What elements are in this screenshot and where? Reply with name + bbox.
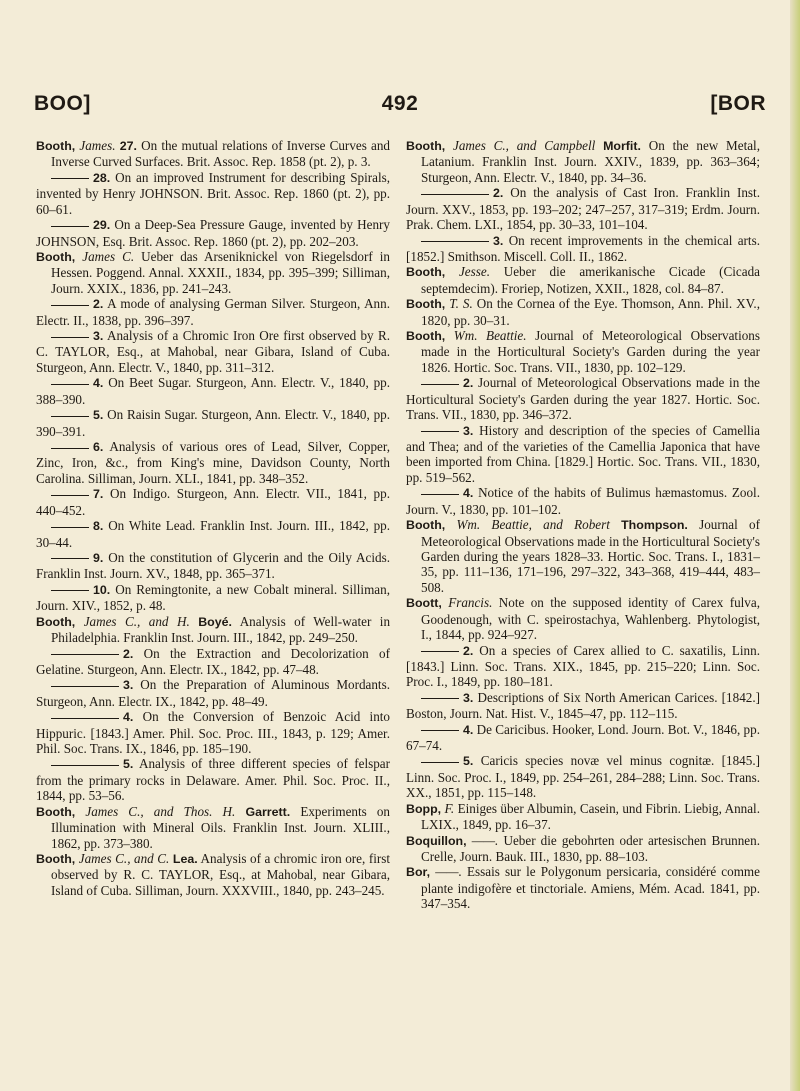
citation-text: Analysis of Well-water in Philadelphia. Franklin Inst. Journ. III., 1842, pp. 249–250. — [51, 613, 391, 646]
entry-number: 6. — [93, 440, 104, 455]
ditto-dash — [421, 241, 489, 242]
citation-text: Descriptions of Six North American Carices. [1842.] Boston, Journ. Nat. Hist. V., 1845–47, pp. 112–115. — [406, 689, 760, 722]
ditto-dash — [51, 448, 89, 449]
sub-entry — [36, 375, 390, 407]
author-surname: Booth, — [36, 249, 76, 264]
author-given-names: ——. — [471, 832, 499, 848]
entry-number: 3. — [93, 329, 104, 344]
ditto-dash — [51, 718, 119, 719]
ditto-dash — [51, 495, 89, 496]
author-given-names: James C., and C. — [78, 850, 170, 866]
author-surname: Booth, — [406, 265, 446, 280]
entry-number: 27. — [119, 139, 137, 153]
sub-entry — [36, 709, 390, 756]
author-given-names: Francis. — [448, 595, 493, 611]
citation-text: On the constitution of Glycerin and the Oily Acids. Franklin Inst. Journ. XV., 1848, pp. 365–371. — [36, 549, 390, 582]
sub-entry — [36, 439, 390, 486]
entry-number: 2. — [463, 376, 474, 391]
citation-text: Journal of Meteorological Observations made in the Horticultural Society's Garden during the year 1826. Hortic. Soc. Trans. VII., 1830, pp. 102–129. — [421, 328, 760, 375]
header-left: BOO] — [34, 92, 91, 115]
page-number: 492 — [381, 92, 419, 115]
ditto-dash — [51, 654, 119, 655]
entry-number: 4. — [463, 722, 474, 737]
entry-number: 29. — [93, 218, 111, 233]
page-edge — [790, 0, 800, 1091]
author-entry — [36, 249, 390, 296]
citation-text: On the Cornea of the Eye. Thomson, Ann. Phil. XV., 1820, pp. 30–31. — [421, 296, 760, 328]
author-entry — [36, 614, 390, 646]
citation-text: On the Extraction and Decolorization of Gelatine. Sturgeon, Ann. Electr. IX., 1842, pp. 47–48. — [36, 645, 390, 677]
entry-number: 3. — [463, 690, 474, 705]
sub-entry — [406, 690, 760, 722]
author-given-names: James C., and Campbell — [453, 138, 596, 153]
entry-number: 4. — [93, 376, 104, 391]
author-surname: Boquillon, — [406, 833, 467, 848]
author-surname: Booth, — [406, 329, 446, 344]
ditto-dash — [51, 686, 119, 687]
author-surname: Bopp, — [406, 801, 442, 816]
citation-text: On the new Metal, Latanium. Franklin Inst. Journ. XXIV., 1839, pp. 363–364; Sturgeon, Ann. Electr. V., 1840, pp. 34–36. — [421, 138, 760, 185]
sub-entry — [36, 296, 390, 328]
left-column — [36, 138, 390, 898]
entry-number: 3. — [493, 233, 504, 248]
author-surname: Booth, — [406, 139, 446, 153]
citation-text: Ueber das Arseniknickel von Riegelsdorf in Hessen. Poggend. Annal. XXXII., 1834, pp. 395–399; Silliman, Journ. XXIX., 1836, pp. 241–243. — [51, 248, 390, 296]
entry-number: 7. — [93, 487, 104, 502]
author-surname: Booth, — [36, 804, 76, 819]
citation-text: On an improved Instrument for describing Spirals, invented by Henry JOHNSON. Brit. Assoc. Rep. 1860 (pt. 2), pp. 60–61. — [36, 169, 390, 217]
author-entry — [406, 296, 760, 328]
entry-number: 9. — [93, 550, 104, 565]
sub-entry — [406, 485, 760, 517]
entry-number: 5. — [93, 408, 104, 423]
ditto-dash — [421, 698, 459, 699]
sub-entry — [36, 646, 390, 678]
header-right: [BOR — [710, 92, 766, 115]
citation-text: On recent improvements in the chemical arts. [1852.] Smithson. Miscell. Coll. II., 1862. — [406, 232, 760, 264]
entry-number: 2. — [93, 297, 104, 312]
author-entry — [406, 517, 760, 595]
sub-entry — [36, 550, 390, 582]
ditto-dash — [421, 194, 489, 195]
sub-entry — [36, 582, 390, 614]
coauthor-surname: Garrett. — [245, 804, 291, 819]
entry-number: 10. — [93, 582, 111, 597]
author-given-names: James C. — [82, 248, 135, 264]
citation-text: Journal of Meteorological Observations made in the Horticultural Society's Garden during the year 1827. Hortic. Soc. Trans. VII., 1830, pp. 346–372. — [406, 375, 760, 423]
entry-number: 5. — [123, 757, 134, 772]
citation-text: On White Lead. Franklin Inst. Journ. III., 1842, pp. 30–44. — [36, 518, 390, 550]
citation-text: Analysis of a chromic iron ore, first observed by R. C. TAYLOR, Esq., at Mahobal, near Gibara, Island of Cuba. Silliman, Journ. XXXVIII., 1840, pp. 243–245. — [51, 850, 390, 898]
author-entry — [406, 138, 760, 185]
sub-entry — [36, 677, 390, 709]
ditto-dash — [51, 178, 89, 179]
sub-entry — [406, 375, 760, 422]
ditto-dash — [421, 762, 459, 763]
citation-text: Journal of Meteorological Observations made in the Horticultural Society's Garden during the years 1828–33. Hortic. Soc. Trans. I., 1831–35, pp. 111–136, 171–196, 297–322, 343–368, 419–444, 483–508. — [421, 517, 760, 595]
citation-text: Analysis of a Chromic Iron Ore first observed by R. C. TAYLOR, Esq., at Mahobal, near Gibara, Island of Cuba. Sturgeon, Ann. Electr. V., 1840, pp. 311–312. — [36, 328, 390, 375]
citation-text: Note on the supposed identity of Carex fulva, Goodenough, with C. speirostachya, Wahlenberg. Phytologist, I., 1844, pp. 924–927. — [421, 595, 760, 643]
sub-entry — [406, 753, 760, 800]
sub-entry — [36, 407, 390, 439]
ditto-dash — [51, 384, 89, 385]
sub-entry — [406, 233, 760, 265]
right-column — [406, 138, 760, 912]
author-given-names: Jesse. — [458, 264, 490, 280]
ditto-dash — [51, 305, 89, 306]
entry-number: 4. — [463, 486, 474, 501]
ditto-dash — [421, 384, 459, 385]
author-given-names: James C., and Thos. H. — [85, 803, 236, 819]
ditto-dash — [51, 527, 89, 528]
author-surname: Booth, — [36, 614, 76, 629]
citation-text: On a species of Carex allied to C. saxatilis, Linn. [1843.] Linn. Soc. Trans. XIX., 1845, pp. 215–220; Linn. Soc. Proc. I., 1849, pp. 180–181. — [406, 642, 760, 690]
author-entry — [36, 851, 390, 898]
entry-number: 3. — [123, 678, 134, 693]
citation-text: Experiments on Illumination with Mineral Oils. Franklin Inst. Journ. XLIII., 1862, pp. 373–380. — [51, 803, 390, 851]
citation-text: Notice of the habits of Bulimus hæmastomus. Zool. Journ. V., 1830, pp. 101–102. — [406, 485, 760, 517]
citation-text: On the Preparation of Aluminous Mordants. Sturgeon, Ann. Electr. IX., 1842, pp. 48–49. — [36, 677, 390, 709]
author-surname: Booth, — [36, 851, 76, 866]
citation-text: Einiges über Albumin, Casein, und Fibrin. Liebig, Annal. LXIX., 1849, pp. 16–37. — [421, 800, 760, 833]
citation-text: Essais sur le Polygonum persicaria, considéré comme plante indigofère et tinctoriale. Amiens, Mém. Acad. 1841, pp. 347–354. — [421, 864, 760, 912]
entry-number: 2. — [463, 643, 474, 658]
author-entry — [406, 328, 760, 375]
entry-number: 28. — [93, 170, 111, 185]
sub-entry — [36, 170, 390, 217]
ditto-dash — [51, 416, 89, 417]
author-given-names: James. — [79, 138, 116, 153]
author-entry — [406, 864, 760, 911]
ditto-dash — [421, 730, 459, 731]
citation-text: Caricis species novæ vel minus cognitæ. [1845.] Linn. Soc. Proc. I., 1849, pp. 254–261, 284–288; Linn. Soc. Trans. XX., 1851, pp. 115–148. — [406, 753, 760, 801]
citation-text: Ueber die gebohrten oder artesischen Brunnen. Crelle, Journ. Bauk. III., 1830, pp. 88–103. — [421, 832, 760, 864]
author-entry — [406, 801, 760, 833]
author-surname: Booth, — [406, 297, 446, 312]
sub-entry — [36, 328, 390, 375]
citation-text: On the mutual relations of Inverse Curves and Inverse Curved Surfaces. Brit. Assoc. Rep. 1858 (pt. 2), p. 3. — [51, 138, 390, 170]
author-entry — [36, 804, 390, 851]
ditto-dash — [51, 226, 89, 227]
citation-text: Analysis of three different species of felspar from the primary rocks in Delaware. Amer. Phil. Soc. Proc. II., 1844, pp. 53–56. — [36, 756, 390, 804]
citation-text: History and description of the species of Camellia and Thea; and of the varieties of the Camellia Japonica that have been imported from China. [1829.] Hortic. Soc. Trans. VII., 1830, pp. 519–562. — [406, 422, 760, 485]
author-entry — [406, 833, 760, 865]
citation-text: On Raisin Sugar. Sturgeon, Ann. Electr. V., 1840, pp. 390–391. — [36, 407, 390, 439]
author-given-names: James C., and H. — [83, 613, 190, 629]
entry-number: 2. — [493, 186, 504, 201]
ditto-dash — [421, 651, 459, 652]
ditto-dash — [51, 590, 89, 591]
citation-text: On the Conversion of Benzoic Acid into Hippuric. [1843.] Amer. Phil. Soc. Proc. III., 1843, p. 129; Amer. Phil. Soc. Trans. IX., 1846, pp. 185–190. — [36, 709, 390, 757]
author-given-names: ——. — [435, 864, 462, 880]
author-entry — [36, 138, 390, 170]
citation-text: On a Deep-Sea Pressure Gauge, invented by Henry JOHNSON, Esq. Brit. Assoc. Rep. 1860 (pt. 2), pp. 202–203. — [36, 217, 390, 249]
author-surname: Bor, — [406, 865, 431, 880]
page-header — [34, 92, 766, 122]
ditto-dash — [51, 337, 89, 338]
author-given-names: Wm. Beattie. — [453, 328, 527, 344]
author-given-names: T. S. — [449, 296, 473, 312]
entry-number: 3. — [463, 423, 474, 438]
ditto-dash — [421, 494, 459, 495]
coauthor-surname: Lea. — [172, 851, 198, 866]
author-surname: Booth, — [406, 518, 446, 533]
citation-text: On the analysis of Cast Iron. Franklin Inst. Journ. XXV., 1853, pp. 193–202; 247–257, 317–319; Erdm. Journ. Prak. Chem. LXI., 1854, pp. 30–33, 101–104. — [406, 185, 760, 233]
author-given-names: Wm. Beattie, and Robert — [456, 517, 610, 533]
entry-number: 2. — [123, 646, 134, 661]
ditto-dash — [51, 765, 119, 766]
sub-entry — [406, 423, 760, 486]
entry-number: 8. — [93, 519, 104, 534]
citation-text: On Beet Sugar. Sturgeon, Ann. Electr. V., 1840, pp. 388–390. — [36, 375, 390, 407]
sub-entry — [406, 722, 760, 754]
citation-text: On Remingtonite, a new Cobalt mineral. Silliman, Journ. XIV., 1852, p. 48. — [36, 581, 390, 614]
citation-text: Ueber die amerikanische Cicade (Cicada septemdecim). Froriep, Notizen, XXII., 1828, col. 84–87. — [421, 264, 760, 296]
coauthor-surname: Boyé. — [198, 614, 232, 629]
coauthor-surname: Thompson. — [621, 518, 688, 533]
entry-number: 4. — [123, 710, 134, 725]
ditto-dash — [51, 558, 89, 559]
sub-entry — [406, 643, 760, 690]
citation-text: Analysis of various ores of Lead, Silver, Copper, Zinc, Iron, &c., from King's mine, Davidson County, North Carolina. Silliman, Journ. XLI., 1841, pp. 348–352. — [36, 439, 390, 486]
ditto-dash — [421, 431, 459, 432]
coauthor-surname: Morfit. — [603, 139, 641, 153]
sub-entry — [36, 217, 390, 249]
author-given-names: F. — [444, 800, 455, 816]
author-surname: Booth, — [36, 139, 76, 153]
citation-text: A mode of analysing German Silver. Sturgeon, Ann. Electr. II., 1838, pp. 396–397. — [36, 296, 390, 328]
citation-text: De Caricibus. Hooker, Lond. Journ. Bot. V., 1846, pp. 67–74. — [406, 721, 760, 754]
author-entry — [406, 264, 760, 296]
sub-entry — [406, 185, 760, 232]
sub-entry — [36, 518, 390, 550]
entry-number: 5. — [463, 754, 474, 769]
citation-text: On Indigo. Sturgeon, Ann. Electr. VII., 1841, pp. 440–452. — [36, 486, 390, 518]
sub-entry — [36, 486, 390, 518]
author-entry — [406, 595, 760, 642]
sub-entry — [36, 756, 390, 803]
author-surname: Boott, — [406, 596, 442, 611]
